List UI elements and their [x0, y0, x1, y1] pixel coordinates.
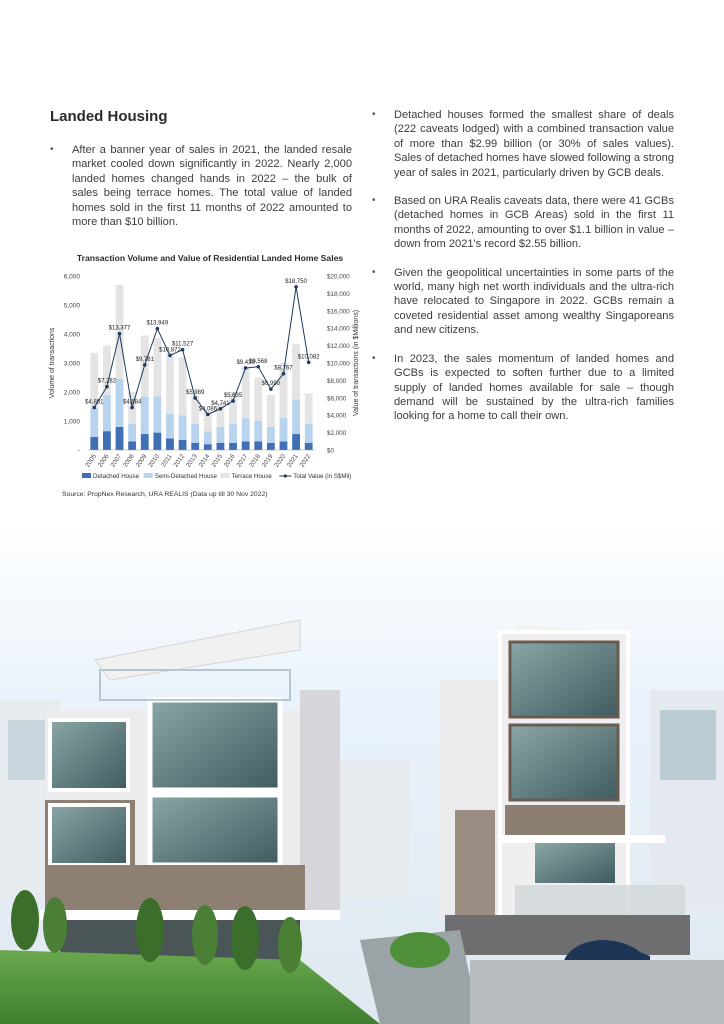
data-label: $4,086	[198, 406, 217, 413]
bar-semi-detached-house	[166, 414, 174, 439]
y2-tick-label: $4,000	[327, 412, 347, 420]
x-tick-label: 2014	[197, 453, 212, 469]
bar-detached-house	[166, 438, 174, 450]
x-tick-label: 2012	[172, 453, 187, 469]
bar-detached-house	[292, 434, 300, 450]
data-label: $4,881	[85, 399, 104, 406]
y-tick-label: 1,000	[63, 418, 80, 426]
total-value-point	[130, 406, 134, 410]
x-tick-label: 2008	[122, 453, 136, 469]
data-label: $5,635	[223, 392, 243, 399]
total-value-point	[156, 327, 160, 331]
total-value-point	[256, 365, 260, 369]
bullet-item: • After a banner year of sales in 2021, the landed resale market cooled down significantly in 2022. Nearly 2,000 landed homes changed hands in 2022 – the bulk of sales being terrace homes. The total value of landed homes sold in the first 11 months of 2022 amounted to more than $10 billion.	[50, 143, 352, 229]
section-heading: Landed Housing	[50, 108, 168, 125]
landed-sales-chart	[40, 266, 360, 488]
total-value-point	[193, 396, 197, 400]
legend-swatch	[82, 473, 91, 478]
x-tick-label: 2006	[96, 453, 111, 469]
x-tick-label: 2016	[222, 453, 237, 469]
legend-label: Total Value (in S$Mil)	[293, 473, 352, 480]
y-tick-label: 2,000	[63, 389, 80, 397]
right-bullet-list	[372, 108, 674, 438]
bullet-item: • In 2023, the sales momentum of landed homes and GCBs is expected to soften further due to a limited supply of landed homes available for sale – though demand will be sustained by the ultra-rich families looking for a home to call their own.	[372, 352, 674, 424]
x-tick-label: 2005	[84, 453, 98, 469]
bar-semi-detached-house	[103, 395, 111, 431]
source-note: Source: PropNex Research, URA REALIS (Data up till 30 Nov 2022)	[62, 491, 268, 498]
bar-detached-house	[128, 441, 136, 450]
bar-semi-detached-house	[267, 427, 275, 443]
total-value-point	[181, 348, 185, 352]
bar-detached-house	[254, 441, 262, 450]
bar-semi-detached-house	[179, 415, 187, 440]
total-value-point	[269, 387, 273, 391]
data-label: $9,430	[236, 359, 255, 366]
data-label: $18,750	[285, 278, 307, 285]
house-rendering-illustration	[0, 520, 724, 1024]
bar-semi-detached-house	[305, 424, 313, 443]
bar-detached-house	[305, 443, 313, 450]
data-label: $9,781	[135, 356, 154, 363]
bar-detached-house	[90, 437, 98, 450]
data-label: $4,741	[211, 400, 230, 407]
bar-semi-detached-house	[254, 421, 262, 441]
bar-semi-detached-house	[141, 396, 149, 434]
data-label: $10,082	[297, 354, 320, 361]
data-label: $10,872	[159, 347, 181, 354]
total-value-point	[282, 372, 286, 376]
bar-detached-house	[280, 441, 288, 450]
legend-label: Semi-Detached House	[154, 473, 217, 480]
bar-detached-house	[242, 441, 250, 450]
total-value-point	[168, 354, 172, 358]
x-tick-label: 2019	[260, 453, 275, 469]
data-label: $13,949	[146, 320, 169, 327]
bar-detached-house	[153, 433, 161, 450]
y-tick-label: -	[77, 447, 80, 455]
chart-title: Transaction Volume and Value of Residential Landed Home Sales	[76, 253, 344, 263]
bullet-item: • Given the geopolitical uncertainties in some parts of the world, many high net worth individuals and the ultra-rich have relocated to Singapore in 2022. GCBs remain a coveted residential asset among wealthy Singaporeans and new citizens.	[372, 266, 674, 338]
bar-detached-house	[141, 434, 149, 450]
y2-tick-label: $12,000	[327, 343, 350, 351]
bar-terrace-house	[305, 393, 313, 423]
total-value-point	[118, 332, 122, 336]
x-tick-label: 2015	[210, 453, 225, 469]
bar-semi-detached-house	[153, 396, 161, 432]
total-value-point	[231, 399, 235, 403]
total-value-point	[307, 360, 311, 364]
x-tick-label: 2017	[235, 453, 250, 469]
bar-terrace-house	[292, 344, 300, 399]
y2-tick-label: $16,000	[327, 308, 350, 316]
y2-tick-label: $10,000	[327, 360, 350, 368]
legend-point-swatch	[284, 474, 287, 477]
data-label: $7,282	[97, 378, 117, 385]
x-tick-label: 2020	[273, 453, 288, 469]
bar-terrace-house	[179, 357, 187, 415]
total-value-point	[143, 363, 147, 367]
bar-semi-detached-house	[128, 424, 136, 441]
bar-terrace-house	[267, 395, 275, 427]
bar-detached-house	[191, 443, 199, 450]
y-tick-label: 5,000	[63, 302, 80, 310]
total-value-point	[244, 366, 248, 370]
bullet-item: • Based on URA Realis caveats data, there were 41 GCBs (detached homes in GCB Areas) sold in the first 11 months of 2022, amounting to over $1.1 billion in value – down from 2021's record $2.55 billion.	[372, 194, 674, 252]
total-value-point	[219, 407, 223, 411]
legend-label: Terrace House	[231, 473, 272, 480]
bar-detached-house	[179, 440, 187, 450]
y2-tick-label: $0	[327, 447, 335, 455]
bar-semi-detached-house	[204, 431, 212, 444]
total-value-point	[294, 285, 298, 289]
x-tick-label: 2007	[109, 453, 124, 469]
bar-semi-detached-house	[191, 424, 199, 443]
bar-detached-house	[267, 443, 275, 450]
bar-detached-house	[204, 444, 212, 450]
bar-semi-detached-house	[292, 399, 300, 434]
x-tick-label: 2021	[285, 453, 300, 469]
bar-terrace-house	[166, 353, 174, 414]
bar-semi-detached-house	[90, 408, 98, 437]
y2-tick-label: $8,000	[327, 377, 347, 385]
y2-tick-label: $20,000	[327, 273, 350, 281]
data-label: $9,568	[249, 358, 268, 365]
y2-tick-label: $18,000	[327, 290, 350, 298]
y2-tick-label: $6,000	[327, 395, 347, 403]
left-bullet-list	[50, 143, 352, 243]
y-tick-label: 4,000	[63, 331, 80, 339]
y-axis-title: Volume of transactions	[49, 327, 56, 399]
y-tick-label: 3,000	[63, 360, 80, 368]
bar-semi-detached-house	[217, 427, 225, 443]
y2-axis-title: Value of transactions (in $Millions)	[353, 309, 360, 417]
legend-swatch	[144, 473, 153, 478]
data-label: $5,989	[186, 389, 205, 396]
y2-tick-label: $2,000	[327, 430, 347, 438]
total-value-point	[206, 413, 210, 417]
x-tick-label: 2018	[248, 453, 262, 469]
data-label: $8,767	[274, 365, 293, 372]
data-label: $11,527	[171, 341, 194, 348]
x-tick-label: 2010	[147, 453, 161, 469]
total-value-point	[93, 406, 97, 410]
bullet-item: • Detached houses formed the smallest share of deals (222 caveats lodged) with a combined transaction value of more than $2.99 billion (or 30% of sales values). Sales of detached homes have slowed following a strong year of sales in 2021, particularly driven by GCB deals.	[372, 108, 674, 180]
bar-semi-detached-house	[229, 424, 237, 443]
y-tick-label: 6,000	[63, 273, 80, 281]
data-label: $13,377	[108, 325, 131, 332]
bar-semi-detached-house	[280, 418, 288, 441]
x-tick-label: 2022	[298, 453, 313, 469]
x-tick-label: 2013	[185, 453, 199, 469]
bar-detached-house	[217, 443, 225, 450]
legend-swatch	[221, 473, 230, 478]
data-label: $4,884	[122, 399, 142, 406]
total-value-point	[105, 385, 109, 389]
bar-semi-detached-house	[242, 418, 250, 441]
bar-detached-house	[116, 427, 124, 450]
bar-detached-house	[229, 443, 237, 450]
y2-tick-label: $14,000	[327, 325, 350, 333]
bar-detached-house	[103, 431, 111, 450]
data-label: $6,998	[261, 381, 281, 388]
x-tick-label: 2009	[134, 453, 149, 469]
legend-label: Detached House	[93, 473, 140, 480]
x-tick-label: 2011	[160, 453, 174, 469]
